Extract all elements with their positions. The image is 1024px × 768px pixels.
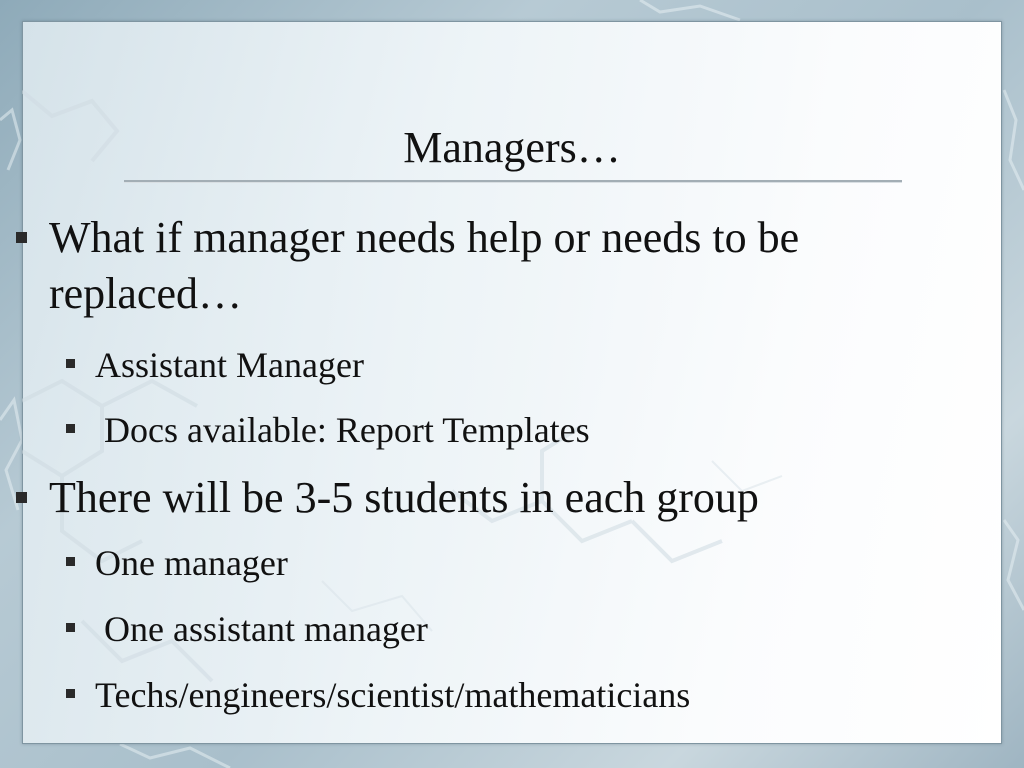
square-bullet-icon: [66, 424, 75, 433]
sub-bullet-item: [66, 540, 946, 586]
square-bullet-icon: [66, 623, 75, 632]
bullet-text: Assistant Manager: [95, 345, 364, 385]
bullet-text: What if manager needs help or needs to be replaced…: [49, 213, 800, 318]
bullet-text: One manager: [95, 543, 288, 583]
bullet-text: Techs/engineers/scientist/mathematicians: [95, 675, 691, 715]
sub-bullet-item: [66, 407, 946, 453]
sub-bullet-item: [66, 342, 946, 388]
slide-title: Managers…: [403, 123, 621, 172]
square-bullet-icon: [66, 359, 75, 368]
square-bullet-icon: [66, 689, 75, 698]
square-bullet-icon: [66, 557, 75, 566]
square-bullet-icon: [16, 492, 27, 503]
sub-bullet-item: [66, 672, 946, 718]
bullet-text: One assistant manager: [95, 609, 428, 649]
sub-bullet-item: [66, 606, 946, 652]
bullet-item: [16, 210, 946, 322]
bullet-item: [16, 470, 946, 526]
bullet-text: Docs available: Report Templates: [95, 410, 590, 450]
square-bullet-icon: [16, 232, 27, 243]
bullet-text: There will be 3-5 students in each group: [49, 473, 759, 522]
